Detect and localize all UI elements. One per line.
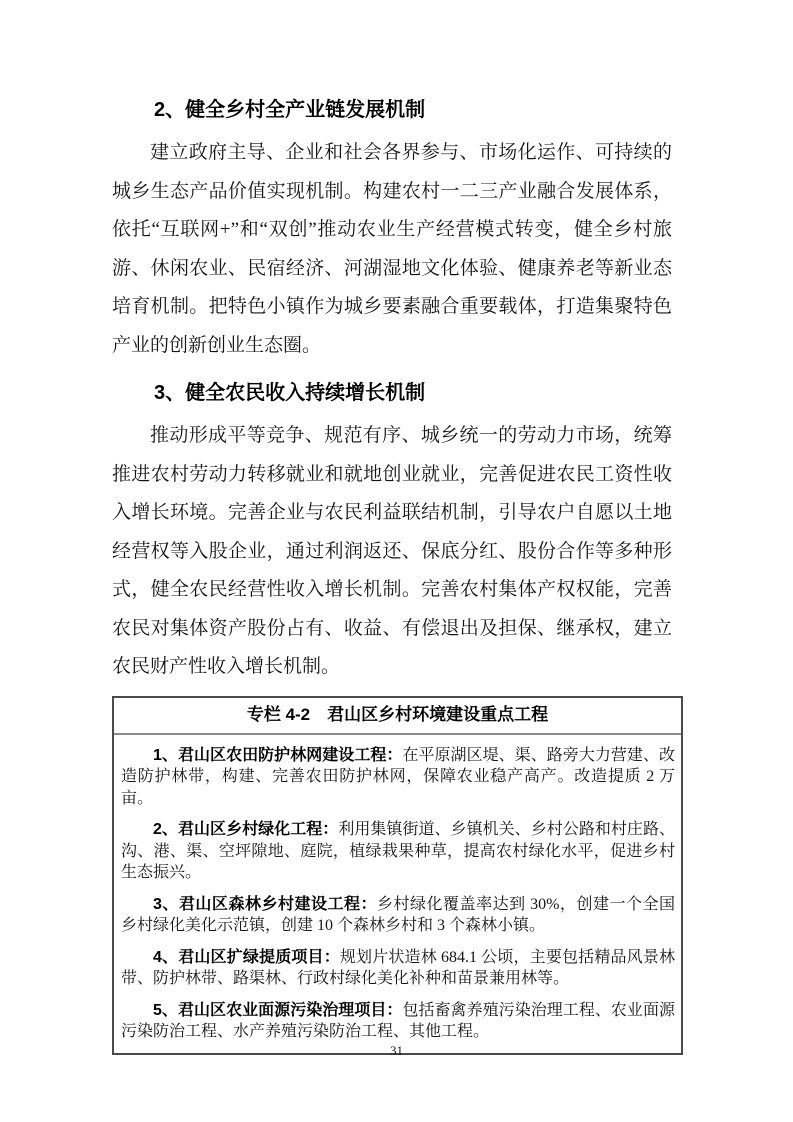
box-item-3-lead: 3、君山区森林乡村建设工程： (153, 895, 378, 913)
box-item-2-lead: 2、君山区乡村绿化工程： (153, 821, 339, 838)
page-number: 31 (390, 1043, 403, 1058)
callout-box-title: 专栏 4-2 君山区乡村环境建设重点工程 (114, 698, 681, 735)
callout-box (112, 696, 683, 1055)
box-item-5-text: 包括畜禽养殖污染治理工程、农业面源污染防治工程、水产养殖污染防治工程、其他工程。 (121, 1001, 675, 1040)
box-item-2 (121, 819, 675, 884)
box-item-3 (121, 894, 675, 937)
box-item-4-lead: 4、君山区扩绿提质项目： (153, 948, 340, 966)
section-heading-3: 3、健全农民收入持续增长机制 (154, 382, 426, 404)
callout-box-body (114, 745, 681, 1053)
box-item-5 (121, 1000, 675, 1043)
box-item-4 (121, 947, 675, 990)
box-item-1-text: 在平原湖区堤、渠、路旁大力营建、改造防护林带，构建、完善农田防护林网，保障农业稳产高产。改造提质 2 万亩。 (121, 746, 675, 807)
box-item-4-text: 规划片状造林 684.1 公顷，主要包括精品风景林带、防护林带、路渠林、行政村绿化美化补种和苗景兼用林等。 (121, 948, 675, 987)
text-column (112, 96, 675, 1055)
section-3-paragraph: 推动形成平等竞争、规范有序、城乡统一的劳动力市场，统筹推进农村劳动力转移就业和就地创业就业，完善促进农民工资性收入增长环境。完善企业与农民利益联结机制，引导农户自愿以土地经营权等入股企业，通过利润返还、保底分红、股份合作等多种形式，健全农民经营性收入增长机制。完善农村集体产权权能，完善农民对集体资产股份占有、收益、有偿退出及担保、继承权，建立农民财产性收入增长机制。 (112, 425, 672, 677)
box-item-3-text: 乡村绿化覆盖率达到 30%，创建一个全国乡村绿化美化示范镇，创建 10 个森林乡村和 3 个森林小镇。 (121, 895, 675, 934)
section-2-paragraph: 建立政府主导、企业和社会各界参与、市场化运作、可持续的城乡生态产品价值实现机制。构建农村一二三产业融合发展体系，依托“互联网+”和“双创”推动农业生产经营模式转变，健全乡村旅游、休闲农业、民宿经济、河湖湿地文化体验、健康养老等新业态培育机制。把特色小镇作为城乡要素融合重要载体，打造集聚特色产业的创新创业生态圈。 (112, 142, 672, 356)
box-item-1-lead: 1、君山区农田防护林网建设工程： (153, 746, 403, 764)
box-item-2-text: 利用集镇街道、乡镇机关、乡村公路和村庄路、沟、港、渠、空坪隙地、庭院，植绿栽果种草，提高农村绿化水平，促进乡村生态振兴。 (121, 821, 675, 881)
section-heading-2: 2、健全乡村全产业链发展机制 (154, 99, 426, 121)
box-item-1 (121, 745, 675, 810)
box-item-5-lead: 5、君山区农业面源污染治理项目： (153, 1001, 403, 1019)
